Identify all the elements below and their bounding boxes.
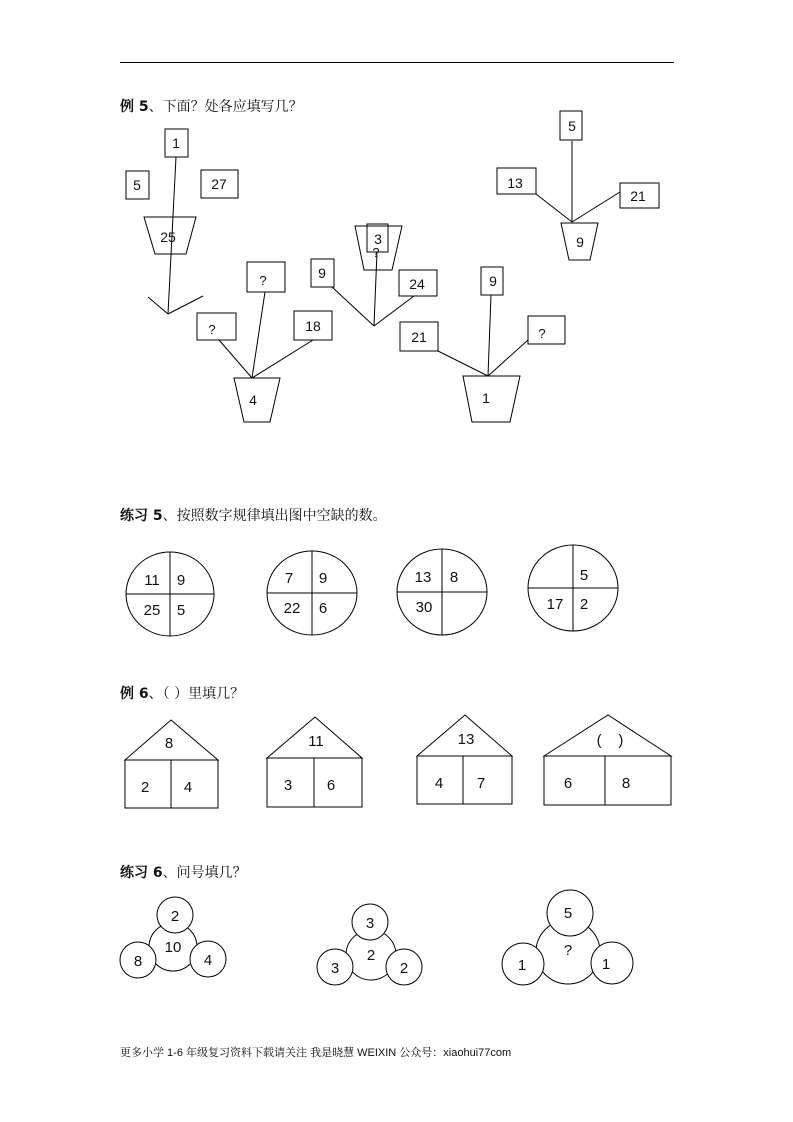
house-right-value: 4 — [183, 779, 193, 796]
quadrant-bottom-left: 17 — [546, 596, 564, 613]
quadrant-bottom-left: 22 — [283, 600, 301, 617]
pot-center-value: 25 — [160, 229, 176, 245]
quadrant-bottom-left: 30 — [415, 599, 433, 616]
house-left-value: 3 — [283, 777, 293, 794]
heading-example-6 — [120, 683, 244, 703]
pot-top-value: 3 — [374, 231, 382, 247]
cluster-top-value: 2 — [170, 908, 180, 925]
pot-center-value: 4 — [249, 392, 257, 408]
circles-figure — [0, 540, 793, 645]
pot-right-value: ? — [538, 326, 546, 341]
cluster-left-value: 1 — [517, 957, 527, 974]
pots-figure — [0, 100, 793, 430]
house-roof-value: 13 — [457, 731, 475, 748]
heading-sep: 、 — [148, 99, 163, 115]
house-right-value: 7 — [476, 775, 486, 792]
house-4 — [544, 715, 671, 805]
house-1 — [125, 720, 218, 808]
house-3 — [417, 715, 512, 804]
house-roof-value: 8 — [164, 735, 174, 752]
circle-cluster-1 — [120, 897, 226, 978]
house-left-value: 6 — [563, 775, 573, 792]
cluster-center-value: 10 — [164, 939, 182, 956]
heading-practice-5 — [120, 505, 387, 525]
cluster-center-value: 2 — [366, 947, 376, 964]
house-right-value: 6 — [326, 777, 336, 794]
house-roof-value: 11 — [308, 733, 324, 750]
heading-label: 例 6 — [120, 686, 149, 702]
heading-label: 例 5 — [120, 99, 149, 115]
divided-circle-1 — [126, 552, 214, 636]
cluster-top-value: 5 — [563, 905, 573, 922]
pot-left-value: 5 — [133, 177, 141, 193]
quadrant-top-left: 7 — [284, 570, 294, 587]
pot-left-value: 21 — [411, 329, 427, 345]
house-2 — [267, 717, 362, 807]
divided-circle-4 — [528, 545, 618, 631]
quadrant-top-left: 13 — [414, 569, 432, 586]
cluster-center-value: ? — [563, 942, 573, 959]
quadrant-top-right: 8 — [449, 569, 459, 586]
circle-cluster-3 — [502, 890, 633, 985]
circle-cluster-2 — [317, 904, 422, 985]
top-rule — [120, 62, 674, 63]
cluster-left-value: 8 — [133, 953, 143, 970]
pot-top-value: 5 — [568, 118, 576, 134]
house-left-value: 4 — [434, 775, 444, 792]
quadrant-bottom-right: 5 — [176, 602, 186, 619]
cluster-top-value: 3 — [365, 915, 375, 932]
cluster-right-value: 1 — [601, 956, 611, 973]
heading-label: 练习 6 — [120, 865, 163, 881]
heading-text: 问号填几？ — [176, 865, 247, 881]
divided-circle-3 — [397, 549, 487, 635]
pot-right-value: 18 — [305, 318, 321, 334]
house-left-value: 2 — [140, 779, 150, 796]
quadrant-bottom-right: 2 — [579, 596, 589, 613]
house-roof-value: ( ) — [596, 732, 624, 749]
quadrant-top-right: 9 — [318, 570, 328, 587]
cluster-right-value: 2 — [399, 960, 409, 977]
cluster-right-value: 4 — [203, 952, 213, 969]
heading-sep: 、 — [162, 508, 177, 524]
heading-sep: 、 — [148, 686, 163, 702]
house-right-value: 8 — [621, 775, 631, 792]
heading-text: 按照数字规律填出图中空缺的数。 — [176, 508, 387, 524]
heading-text: 下面？处各应填写几？ — [162, 99, 303, 115]
houses-figure — [0, 710, 793, 815]
footer-note: 更多小学 1-6 年级复习资料下载请关注 我是晓慧 WEIXIN 公众号：xiaohui77com — [120, 1047, 512, 1059]
cluster-left-value: 3 — [330, 960, 340, 977]
pot-right-value: 27 — [211, 176, 227, 192]
quadrant-top-right: 5 — [579, 567, 589, 584]
pot-left-value: ? — [208, 322, 216, 337]
pot-center-value: ? — [372, 245, 380, 260]
clusters-figure — [0, 885, 793, 1000]
pot-1 — [126, 129, 238, 314]
heading-text: （ ）里填几？ — [162, 686, 245, 702]
pot-3 — [497, 111, 659, 260]
quadrant-bottom-right: 6 — [318, 600, 328, 617]
pot-4 — [197, 262, 332, 422]
quadrant-top-left: 11 — [144, 572, 160, 589]
pot-top-value: 9 — [489, 273, 497, 289]
pot-right-value: 21 — [630, 188, 646, 204]
pot-top-value: ? — [259, 273, 267, 288]
heading-label: 练习 5 — [120, 508, 163, 524]
pot-left-value: 9 — [318, 265, 326, 281]
pot-center-value: 1 — [482, 390, 490, 406]
divided-circle-2 — [267, 551, 357, 635]
heading-sep: 、 — [162, 865, 177, 881]
heading-practice-6 — [120, 862, 247, 882]
pot-right-value: 24 — [409, 276, 425, 292]
pot-left-value: 13 — [507, 175, 523, 191]
quadrant-bottom-left: 25 — [143, 602, 161, 619]
quadrant-top-right: 9 — [176, 572, 186, 589]
pot-center-value: 9 — [576, 234, 584, 250]
pot-top-value: 1 — [172, 135, 180, 151]
